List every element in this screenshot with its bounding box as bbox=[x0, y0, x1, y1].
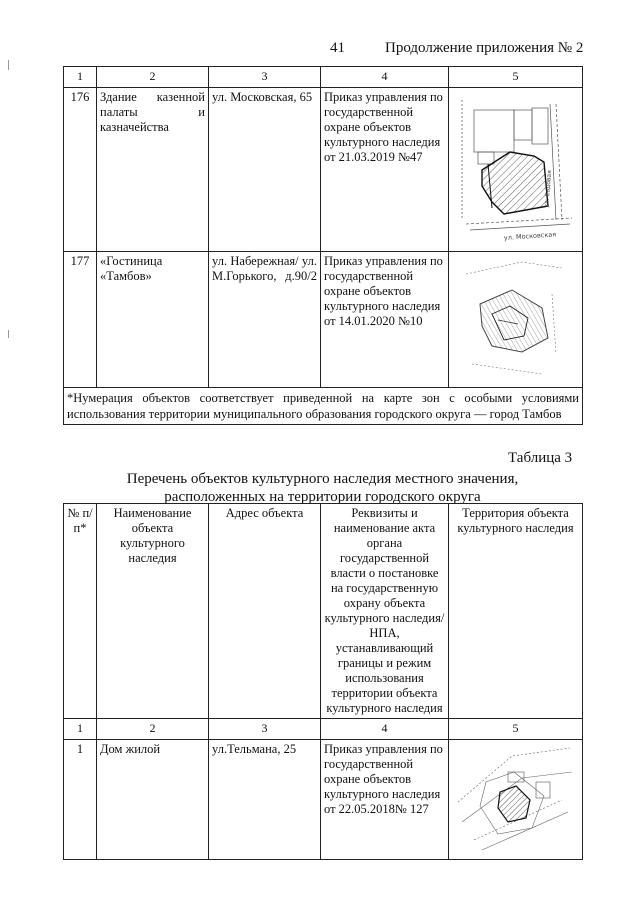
footnote-row bbox=[64, 388, 583, 425]
header-territory: Территория объекта культурного наследия bbox=[449, 504, 583, 719]
column-number: 1 bbox=[64, 719, 97, 740]
object-name: Дом жилой bbox=[97, 740, 209, 860]
column-number: 5 bbox=[449, 67, 583, 88]
territory-plan-cell bbox=[449, 88, 583, 252]
territory-plan-cell bbox=[449, 252, 583, 388]
column-number: 4 bbox=[321, 67, 449, 88]
header-number: № п/п* bbox=[64, 504, 97, 719]
header-row bbox=[64, 504, 583, 719]
object-address: ул. Набережная/ ул. М.Горького, д.90/2 bbox=[209, 252, 321, 388]
scan-edge-mark bbox=[8, 60, 9, 70]
column-number: 4 bbox=[321, 719, 449, 740]
row-number: 176 bbox=[64, 88, 97, 252]
territory-plan-cell bbox=[449, 740, 583, 860]
territory-plan-map bbox=[452, 742, 578, 854]
object-address: ул.Тельмана, 25 bbox=[209, 740, 321, 860]
plan-street-label: ул. Московская bbox=[503, 230, 557, 242]
territory-plan-map bbox=[452, 90, 578, 246]
column-number-row bbox=[64, 719, 583, 740]
table-row bbox=[64, 252, 583, 388]
column-number: 3 bbox=[209, 719, 321, 740]
footnote: *Нумерация объектов соответствует приведенной на карте зон с особыми условиями использования территории муниципального образования городского округа — город Тамбов bbox=[64, 388, 583, 425]
act-details: Приказ управления по государственной охране объектов культурного наследия от 22.05.2018№ 127 bbox=[321, 740, 449, 860]
act-details: Приказ управления по государственной охране объектов культурного наследия от 21.03.2019 №47 bbox=[321, 88, 449, 252]
heritage-table-3 bbox=[63, 503, 583, 860]
act-details: Приказ управления по государственной охране объектов культурного наследия от 14.01.2020 №10 bbox=[321, 252, 449, 388]
object-name: Здание казенной палаты и казначейства bbox=[97, 88, 209, 252]
table-title: Перечень объектов культурного наследия местного значения, расположенных на территории городского округа bbox=[126, 471, 519, 505]
column-number: 1 bbox=[64, 67, 97, 88]
column-number: 5 bbox=[449, 719, 583, 740]
header-name: Наименование объекта культурного наследия bbox=[97, 504, 209, 719]
column-number: 2 bbox=[97, 719, 209, 740]
table-row bbox=[64, 88, 583, 252]
svg-text:ул. Садовая: ул. Садовая bbox=[543, 169, 554, 209]
column-number-row bbox=[64, 67, 583, 88]
continuation-title: Продолжение приложения № 2 bbox=[385, 40, 584, 56]
heritage-table-continued bbox=[63, 66, 583, 425]
territory-plan-map bbox=[452, 254, 578, 382]
scan-edge-mark bbox=[8, 330, 9, 338]
row-number: 1 bbox=[64, 740, 97, 860]
header-act: Реквизиты и наименование акта органа государственной власти о постановке на государственную охрану объекта культурного наследия/ НПА, устанавливающий границы и режим использования территории объекта культурного наследия bbox=[321, 504, 449, 719]
row-number: 177 bbox=[64, 252, 97, 388]
table-label: Таблица 3 bbox=[508, 450, 573, 466]
header-address: Адрес объекта bbox=[209, 504, 321, 719]
object-name: «Гостиница «Тамбов» bbox=[97, 252, 209, 388]
column-number: 2 bbox=[97, 67, 209, 88]
page-number: 41 bbox=[330, 40, 345, 56]
table-row bbox=[64, 740, 583, 860]
column-number: 3 bbox=[209, 67, 321, 88]
object-address: ул. Московская, 65 bbox=[209, 88, 321, 252]
